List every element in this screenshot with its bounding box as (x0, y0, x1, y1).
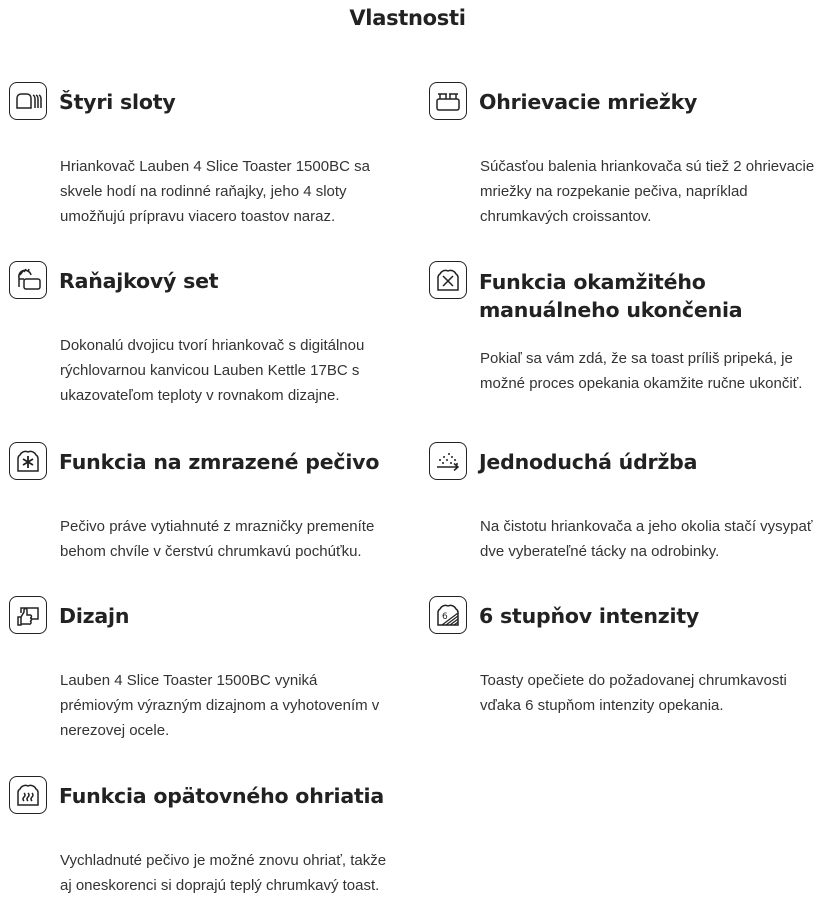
description-line: Na čistotu hriankovača a jeho okolia stačí vysypať (480, 518, 813, 535)
thumbs-up-design-icon (9, 596, 47, 634)
description-line: Pokiaľ sa vám zdá, že sa toast príliš pripeká, je (480, 350, 793, 367)
feature-title: Dizajn (59, 604, 130, 628)
reheat-toast-icon (9, 776, 47, 814)
intensity-levels-icon (429, 596, 467, 634)
feature-title-line: manuálneho ukončenia (479, 298, 743, 322)
feature-easy-maintenance (429, 442, 815, 564)
feature-title (479, 268, 742, 324)
description-line: vďaka 6 stupňom intenzity opekania. (480, 697, 724, 714)
feature-manual-stop (429, 261, 815, 396)
description-line: Pečivo práve vytiahnuté z mrazničky premeníte (60, 518, 375, 535)
description-line: ukazovateľom teploty v rovnakom dizajne. (60, 387, 340, 404)
feature-title: Ohrievacie mriežky (479, 90, 698, 114)
description-line: Lauben 4 Slice Toaster 1500BC vyniká (60, 672, 318, 689)
intensity-level-number: 6 (442, 612, 448, 622)
toast-cancel-icon (429, 261, 467, 299)
feature-warming-racks (429, 82, 815, 229)
feature-title-line: Funkcia okamžitého (479, 270, 706, 294)
description-line: mriežky na rozpekanie pečiva, napríklad (480, 183, 748, 200)
feature-description (60, 154, 404, 229)
warming-rack-icon (429, 82, 467, 120)
feature-frozen (9, 442, 404, 564)
description-line: prémiovým výrazným dizajnom a vyhotovením v (60, 697, 380, 714)
feature-title: Jednoduchá údržba (479, 450, 698, 474)
description-line: možné proces opekania okamžite ručne ukončiť. (480, 375, 803, 392)
description-line: dve vyberateľné tácky na odrobinky. (480, 543, 720, 560)
feature-description (60, 848, 404, 898)
frozen-toast-icon (9, 442, 47, 480)
description-line: Vychladnuté pečivo je možné znovu ohriať, takže (60, 852, 387, 869)
description-line: Súčasťou balenia hriankovača sú tiež 2 ohrievacie (480, 158, 815, 175)
description-line: chrumkavých croissantov. (480, 208, 652, 225)
feature-intensity (429, 596, 815, 718)
feature-title: 6 stupňov intenzity (479, 604, 700, 628)
feature-breakfast-set (9, 261, 404, 408)
feature-title: Funkcia na zmrazené pečivo (59, 450, 380, 474)
feature-title: Štyri sloty (59, 90, 176, 114)
toaster-slots-icon (9, 82, 47, 120)
feature-description (60, 668, 404, 743)
feature-description (480, 346, 815, 396)
description-line: Hriankovač Lauben 4 Slice Toaster 1500BC sa (60, 158, 370, 175)
description-line: rýchlovarnou kanvicou Lauben Kettle 17BC s (60, 362, 360, 379)
feature-description (60, 333, 404, 408)
feature-description (480, 154, 815, 229)
feature-description (480, 514, 815, 564)
feature-description (480, 668, 815, 718)
feature-title: Funkcia opätovného ohriatia (59, 784, 385, 808)
description-line: Dokonalú dvojicu tvorí hriankovač s digitálnou (60, 337, 365, 354)
feature-reheat (9, 776, 404, 898)
description-line: umožňujú prípravu viacero toastov naraz. (60, 208, 336, 225)
feature-design (9, 596, 404, 743)
feature-four-slots (9, 82, 404, 229)
description-line: skvele hodí na rodinné raňajky, jeho 4 sloty (60, 183, 347, 200)
description-line: aj oneskorenci si doprajú teplý chrumkavý toast. (60, 877, 380, 894)
page-title: Vlastnosti (349, 6, 466, 30)
crumb-tray-icon (429, 442, 467, 480)
breakfast-set-icon (9, 261, 47, 299)
feature-description (60, 514, 404, 564)
feature-title: Raňajkový set (59, 269, 219, 293)
description-line: nerezovej ocele. (60, 722, 170, 739)
description-line: behom chvíle v čerstvú chrumkavú pochúťku. (60, 543, 362, 560)
description-line: Toasty opečiete do požadovanej chrumkavosti (480, 672, 787, 689)
